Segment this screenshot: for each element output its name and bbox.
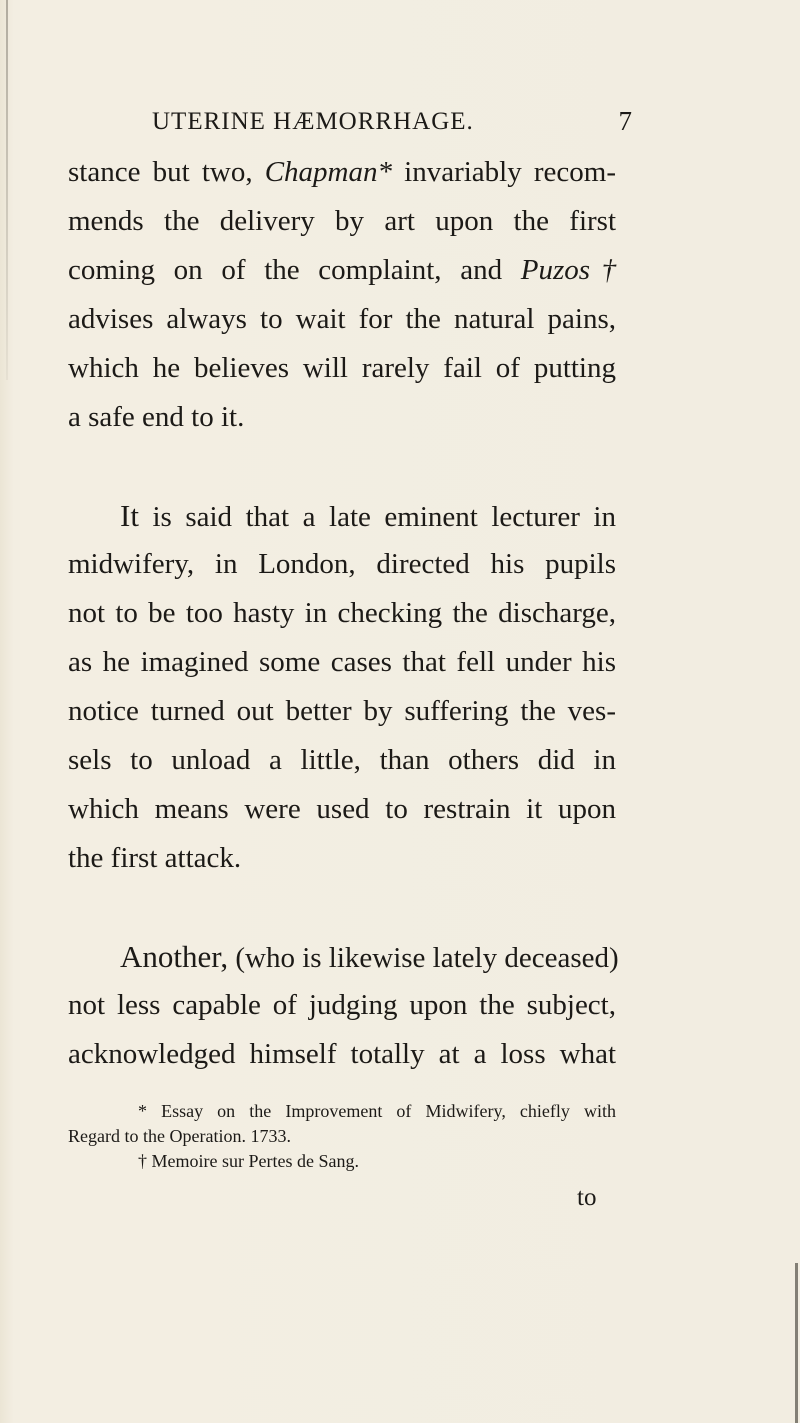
lead-word: Another, xyxy=(120,939,229,974)
text-run: (who is likewise lately deceased) xyxy=(228,942,619,974)
footnotes xyxy=(68,1099,616,1174)
catchword: to xyxy=(577,1184,597,1211)
text-line xyxy=(68,491,616,540)
text-line: not less capable of judging upon the subject, xyxy=(68,989,616,1021)
page-header xyxy=(152,108,632,144)
paragraph-gap xyxy=(68,442,616,491)
author-name-puzos: Puzos† xyxy=(520,254,616,286)
text-line: which he believes will rarely fail of putting xyxy=(68,352,616,384)
lead-word: It xyxy=(120,498,139,533)
text-line: the first attack. xyxy=(68,842,242,874)
text-line: midwifery, in London, directed his pupils xyxy=(68,548,616,580)
text-line: acknowledged himself totally at a loss what xyxy=(68,1038,616,1070)
text-line: not to be too hasty in checking the discharge, xyxy=(68,597,616,629)
text-line: sels to unload a little, than others did in xyxy=(68,744,616,776)
running-title: UTERINE HÆMORRHAGE. xyxy=(152,108,474,135)
author-name-chapman: Chapman* xyxy=(264,156,393,188)
text-line xyxy=(68,932,619,981)
text-line: stance but two, Chapman* invariably recom- xyxy=(68,156,617,188)
footnote-1-continued: Regard to the Operation. 1733. xyxy=(68,1126,291,1146)
text-line: mends the delivery by art upon the first xyxy=(68,205,616,237)
text-run: is said that a late eminent lecturer in xyxy=(138,501,616,533)
page-edge-shadow xyxy=(6,0,8,380)
text-line: which means were used to restrain it upon xyxy=(68,793,616,825)
paragraph-gap xyxy=(68,883,616,932)
text-line: notice turned out better by suffering the ves- xyxy=(68,695,616,727)
text-line: advises always to wait for the natural pains, xyxy=(68,303,616,335)
footnote-1: * Essay on the Improvement of Midwifery, chiefly with xyxy=(138,1101,616,1121)
paragraph-2 xyxy=(68,491,616,883)
page-edge-right xyxy=(795,1263,798,1423)
footnote-2: † Memoire sur Pertes de Sang. xyxy=(138,1151,359,1171)
text-line: a safe end to it. xyxy=(68,401,245,433)
text-line: coming on of the complaint, and Puzos† xyxy=(68,254,616,286)
text-line: as he imagined some cases that fell under his xyxy=(68,646,616,678)
body-text xyxy=(68,148,619,1079)
paragraph-3 xyxy=(68,932,619,1079)
page-number: 7 xyxy=(618,106,632,136)
paragraph-1 xyxy=(68,148,616,442)
